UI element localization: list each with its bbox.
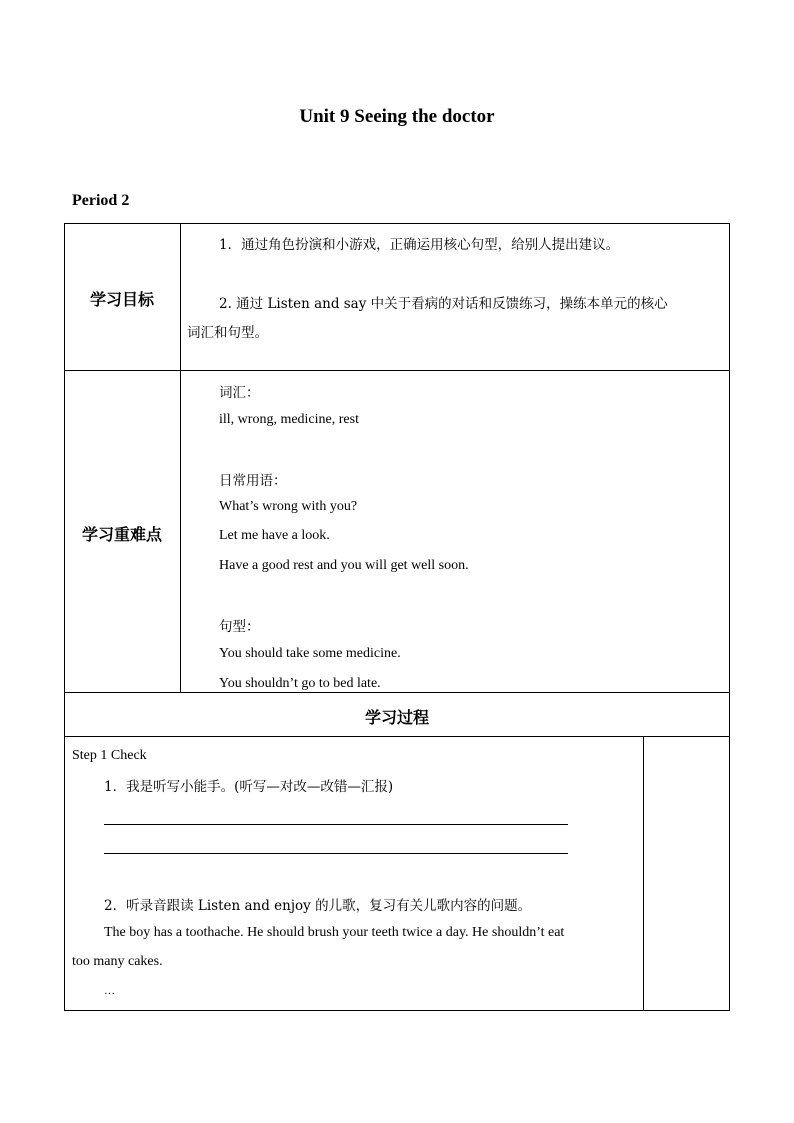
patterns-heading: 句型：: [219, 619, 260, 635]
row-divider-2: [64, 692, 730, 693]
step-1-heading: Step 1 Check: [72, 748, 147, 763]
passage-line-2: too many cakes.: [72, 954, 163, 969]
label-column-divider: [180, 223, 181, 693]
notes-column-divider: [643, 736, 644, 1011]
lesson-table: [64, 223, 730, 1011]
objective-item-2-line-2: 词汇和句型。: [187, 325, 268, 341]
answer-line-2[interactable]: [104, 853, 568, 854]
expression-item: Have a good rest and you will get well soon.: [219, 558, 469, 573]
expression-item: Let me have a look.: [219, 528, 330, 543]
pattern-item: You should take some medicine.: [219, 646, 401, 661]
row-divider-1: [64, 370, 730, 371]
expression-item: What’s wrong with you?: [219, 499, 358, 514]
objective-item-2-line-1: 2. 通过 Listen and say 中关于看病的对话和反馈练习，操练本单元的核心: [219, 296, 668, 312]
period-label: Period 2: [72, 192, 130, 209]
pattern-item: You shouldn’t go to bed late.: [219, 676, 381, 691]
key-points-label: 学习重难点: [81, 525, 162, 544]
objective-item-1: 1．通过角色扮演和小游戏，正确运用核心句型，给别人提出建议。: [219, 237, 620, 253]
row-divider-3: [64, 736, 730, 737]
document-title: Unit 9 Seeing the doctor: [299, 106, 495, 127]
ellipsis: …: [104, 985, 115, 997]
vocab-heading: 词汇：: [219, 385, 260, 401]
task-1: 1．我是听写小能手。(听写—对改—改错—汇报): [104, 779, 394, 795]
task-2: 2．听录音跟读 Listen and enjoy 的儿歌，复习有关儿歌内容的问题。: [104, 898, 532, 914]
objectives-label: 学习目标: [89, 290, 154, 309]
expressions-heading: 日常用语：: [219, 473, 287, 489]
answer-line-1[interactable]: [104, 824, 568, 825]
vocab-list: ill, wrong, medicine, rest: [219, 412, 359, 427]
passage-line-1: The boy has a toothache. He should brush your teeth twice a day. He shouldn’t eat: [104, 925, 565, 940]
process-header: 学习过程: [364, 708, 429, 727]
